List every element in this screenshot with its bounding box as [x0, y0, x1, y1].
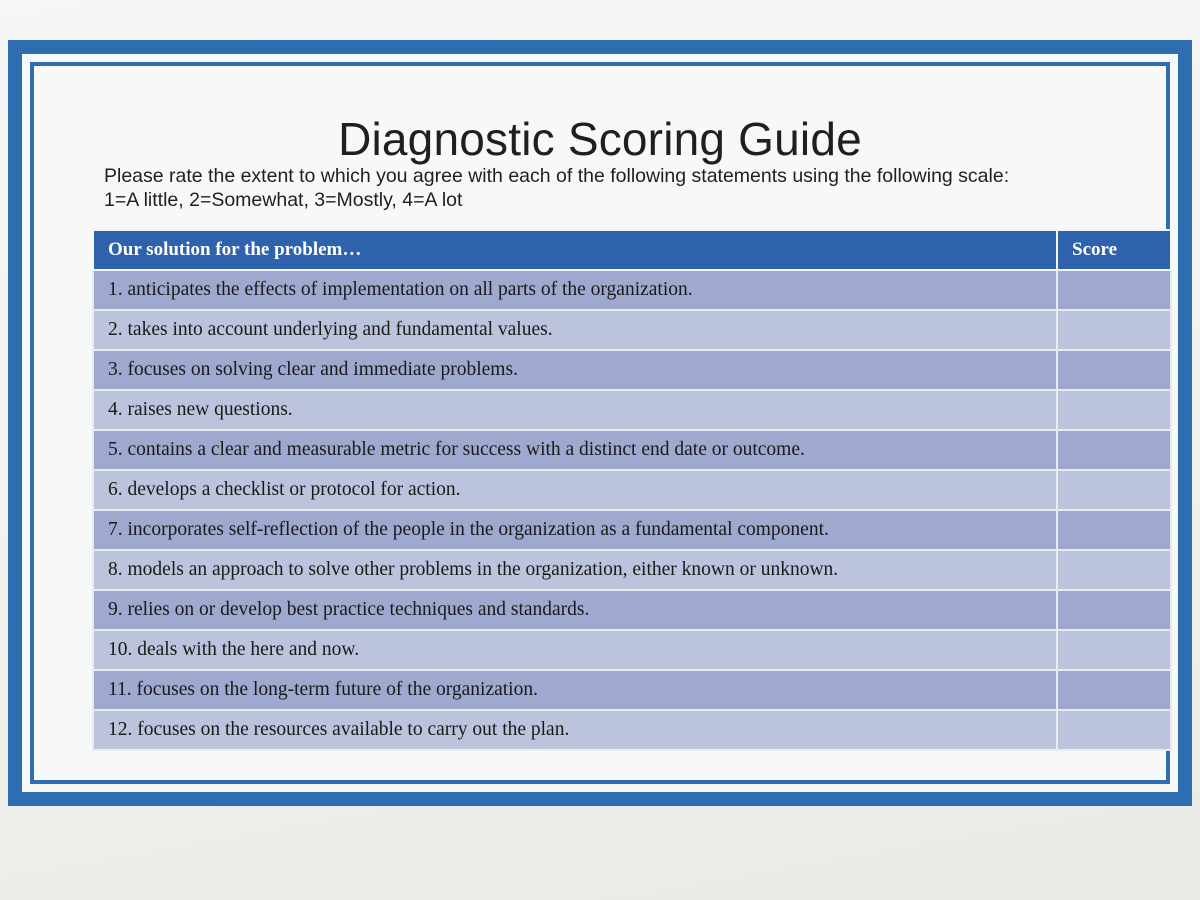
table-row	[93, 510, 1171, 550]
table-row	[93, 630, 1171, 670]
score-cell[interactable]	[1057, 430, 1171, 470]
table-row	[93, 270, 1171, 310]
table-header-row	[93, 230, 1171, 270]
statement-cell: 5. contains a clear and measurable metric for success with a distinct end date or outcome.	[93, 430, 1057, 470]
statement-cell: 11. focuses on the long-term future of the organization.	[93, 670, 1057, 710]
table-row	[93, 430, 1171, 470]
statement-cell: 8. models an approach to solve other problems in the organization, either known or unknown.	[93, 550, 1057, 590]
table-row	[93, 470, 1171, 510]
statement-cell: 2. takes into account underlying and fundamental values.	[93, 310, 1057, 350]
statement-cell: 3. focuses on solving clear and immediate problems.	[93, 350, 1057, 390]
table-row	[93, 390, 1171, 430]
instructions-line-1: Please rate the extent to which you agree with each of the following statements using the following scale:	[104, 165, 1010, 187]
score-cell[interactable]	[1057, 710, 1171, 750]
score-cell[interactable]	[1057, 510, 1171, 550]
score-cell[interactable]	[1057, 590, 1171, 630]
statement-cell: 1. anticipates the effects of implementation on all parts of the organization.	[93, 270, 1057, 310]
scoring-table	[92, 229, 1172, 751]
statement-column-header: Our solution for the problem…	[93, 230, 1057, 270]
statement-cell: 6. develops a checklist or protocol for action.	[93, 470, 1057, 510]
score-cell[interactable]	[1057, 670, 1171, 710]
outer-blue-border	[8, 40, 1192, 806]
statement-cell: 12. focuses on the resources available to carry out the plan.	[93, 710, 1057, 750]
page-title: Diagnostic Scoring Guide	[338, 113, 862, 165]
score-cell[interactable]	[1057, 550, 1171, 590]
table-row	[93, 550, 1171, 590]
score-cell[interactable]	[1057, 390, 1171, 430]
statement-cell: 10. deals with the here and now.	[93, 630, 1057, 670]
score-cell[interactable]	[1057, 310, 1171, 350]
table-row	[93, 350, 1171, 390]
inner-blue-border	[30, 62, 1170, 784]
score-cell[interactable]	[1057, 470, 1171, 510]
score-column-header: Score	[1057, 230, 1171, 270]
statement-cell: 4. raises new questions.	[93, 390, 1057, 430]
rating-instructions	[104, 164, 1164, 212]
table-row	[93, 710, 1171, 750]
statement-cell: 9. relies on or develop best practice techniques and standards.	[93, 590, 1057, 630]
table-row	[93, 590, 1171, 630]
score-cell[interactable]	[1057, 270, 1171, 310]
statement-cell: 7. incorporates self-reflection of the people in the organization as a fundamental component.	[93, 510, 1057, 550]
table-row	[93, 670, 1171, 710]
table-row	[93, 310, 1171, 350]
score-cell[interactable]	[1057, 630, 1171, 670]
score-cell[interactable]	[1057, 350, 1171, 390]
instructions-line-2: 1=A little, 2=Somewhat, 3=Mostly, 4=A lot	[104, 189, 463, 211]
